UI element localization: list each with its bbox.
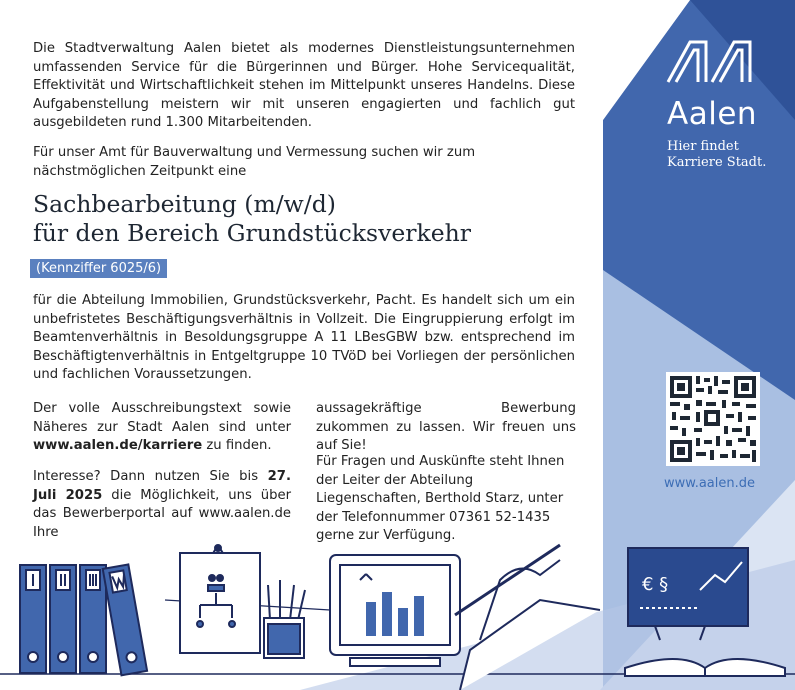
column-1-text: Der volle Ausschreibungstext sowie Näheres zur Stadt Aalen sind unter (33, 401, 291, 435)
column-1-paragraph-2 (33, 468, 291, 542)
deadline-date: 27. Juli 2025 (33, 469, 291, 503)
deadline-intro: Interesse? Dann nutzen Sie bis (33, 469, 259, 484)
website-link[interactable]: www.aalen.de (664, 476, 755, 491)
search-paragraph: Für unser Amt für Bauverwaltung und Vermessung suchen wir zum nächstmöglichen Zeitpunkt eine (33, 145, 476, 179)
qr-code[interactable] (666, 372, 760, 466)
column-2-paragraph-2: Für Fragen und Auskünfte steht Ihnen der Leiter der Abteilung Liegenschaften, Berthold Starz, unter der Telefonnummer 07361 52-1435 gerne zur Verfügung. (316, 454, 565, 544)
binder-3 (80, 565, 106, 673)
column-1-text-end: zu finden. (206, 438, 272, 454)
monitor (330, 555, 460, 666)
logo-tagline: Hier findet Karriere Stadt. (667, 139, 767, 170)
job-title-line-2: für den Bereich Grundstücksverkehr (33, 219, 472, 247)
job-title (33, 190, 593, 248)
svg-text:€ §: € § (642, 574, 669, 595)
column-2-paragraph-1: aussagekräftige Bewerbung zukommen zu lassen. Wir freuen uns auf Sie! (316, 401, 576, 454)
binder-2 (50, 565, 76, 673)
binder-1 (20, 565, 46, 673)
department-paragraph: für die Abteilung Immobilien, Grundstücksverkehr, Pacht. Es handelt sich um ein unbefristetes Beschäftigungsverhältnis in Vollzeit. Die Eingruppierung erfolgt im Beamtenverhältnis in Besoldungsgruppe A 11 LBesGBW bzw. entsprechend im Beschäftigtenverhältnis in Entgeltgruppe 10 TVöD bei Vorliegen der persönlichen und fachlichen Voraussetzungen. (33, 293, 575, 383)
column-1-paragraph-1 (33, 400, 291, 456)
logo-wordmark: Aalen (667, 96, 758, 132)
finance-board (628, 548, 748, 640)
pen-holder (264, 580, 305, 658)
deadline-text: die Möglichkeit, uns über das Bewerberportal auf www.aalen.de Ihre (33, 487, 291, 540)
binder-4 (103, 564, 147, 675)
reference-badge: (Kennziffer 6025/6) (30, 259, 167, 278)
intro-paragraph: Die Stadtverwaltung Aalen bietet als modernes Dienstleistungsunternehmen umfassenden Service für die Bürgerinnen und Bürger. Hohe Servicequalität, Effektivität und Wirtschaftlichkeit stehen im Mittelpunkt unseres Handelns. Diese Aufgabenstellung meistern wir mit unseren engagierten und fachlich gut ausgebildeten rund 1.300 Mitarbeitenden. (33, 41, 575, 131)
org-chart-board (180, 545, 260, 653)
career-link[interactable]: www.aalen.de/karriere (33, 438, 203, 454)
job-title-line-1: Sachbearbeitung (m/w/d) (33, 190, 336, 218)
